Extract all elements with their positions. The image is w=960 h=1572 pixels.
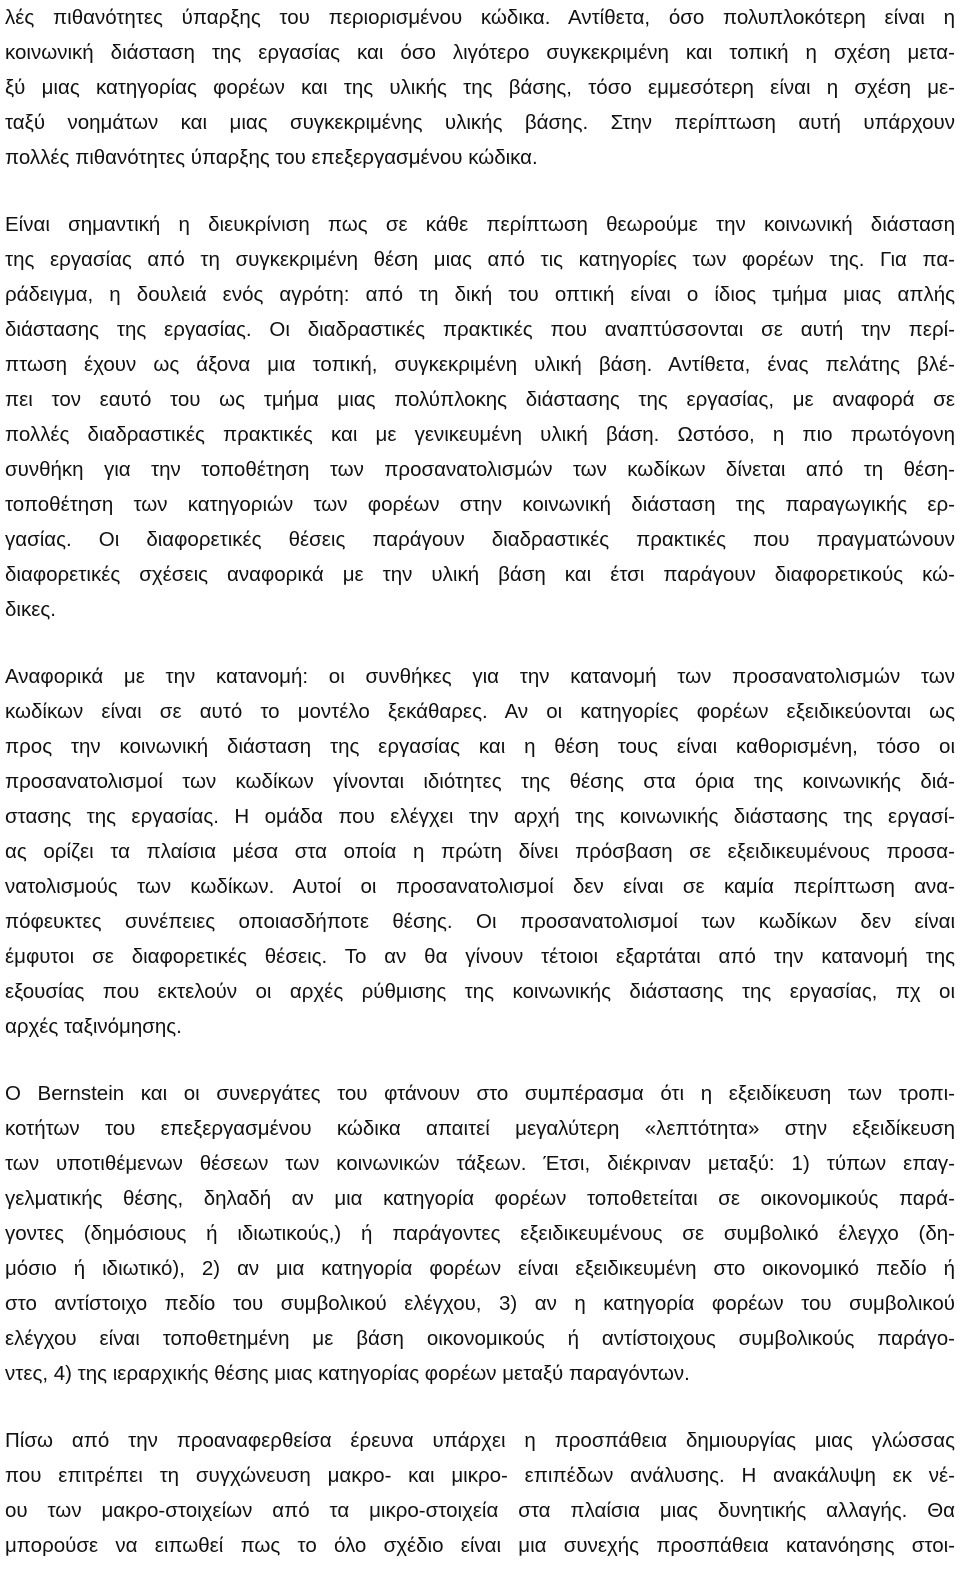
paragraph-3 — [5, 659, 955, 1044]
text-line: μπορούσε να ειπωθεί πως το όλο σχέδιο είναι μια συνεχής προσπάθεια κατανόησης στοι- — [5, 1534, 955, 1557]
text-line: διαφορετικές σχέσεις αναφορικά με την υλική βάση και έτσι παράγουν διαφορετικούς κώ- — [5, 563, 955, 586]
document-page — [5, 0, 955, 1563]
text-line: κοινωνική διάσταση της εργασίας και όσο λιγότερο συγκεκριμένη και τοπική η σχέση μετα- — [5, 41, 955, 64]
text-line: λές πιθανότητες ύπαρξης του περιορισμένου κώδικα. Αντίθετα, όσο πολυπλοκότερη είναι η — [5, 6, 955, 29]
text-line: μόσιο ή ιδιωτικό), 2) αν μια κατηγορία φορέων είναι εξειδικευμένη στο οικονομικό πεδίο ή — [5, 1257, 955, 1280]
text-line: ξύ μιας κατηγορίας φορέων και της υλικής της βάσης, τόσο εμμεσότερη είναι η σχέση με- — [5, 76, 955, 99]
text-line: γελματικής θέσης, δηλαδή αν μια κατηγορία φορέων τοποθετείται σε οικονομικούς παρά- — [5, 1187, 955, 1210]
text-line: πει τον εαυτό του ως τμήμα μιας πολύπλοκης διάστασης της εργασίας, με αναφορά σε — [5, 388, 955, 411]
text-line: τοποθέτηση των κατηγοριών των φορέων στην κοινωνική διάσταση της παραγωγικής ερ- — [5, 493, 955, 516]
text-line: στασης της εργασίας. Η ομάδα που ελέγχει την αρχή της κοινωνικής διάστασης της εργασί- — [5, 805, 955, 828]
text-line: Πίσω από την προαναφερθείσα έρευνα υπάρχει η προσπάθεια δημιουργίας μιας γλώσσας — [5, 1429, 955, 1452]
text-line: γοντες (δημόσιους ή ιδιωτικούς,) ή παράγοντες εξειδικευμένους σε συμβολικό έλεγχο (δη- — [5, 1222, 955, 1245]
text-line: των υποτιθέμενων θέσεων των κοινωνικών τάξεων. Έτσι, διέκριναν μεταξύ: 1) τύπων επαγ- — [5, 1152, 955, 1175]
text-line: προς την κοινωνική διάσταση της εργασίας και η θέση τους είναι καθορισμένη, τόσο οι — [5, 735, 955, 758]
text-line: ου των μακρο-στοιχείων από τα μικρο-στοιχεία στα πλαίσια μιας δυνητικής αλλαγής. Θα — [5, 1499, 955, 1522]
text-line: πτωση έχουν ως άξονα μια τοπική, συγκεκριμένη υλική βάση. Αντίθετα, ένας πελάτης βλέ- — [5, 353, 955, 376]
paragraph-2 — [5, 207, 955, 627]
text-line: στο αντίστοιχο πεδίο του συμβολικού ελέγχου, 3) αν η κατηγορία φορέων του συμβολικού — [5, 1292, 955, 1315]
text-line: κοτήτων του επεξεργασμένου κώδικα απαιτεί μεγαλύτερη «λεπτότητα» στην εξειδίκευση — [5, 1117, 955, 1140]
paragraph-5 — [5, 1423, 955, 1563]
text-line: διάστασης της εργασίας. Οι διαδραστικές πρακτικές που αναπτύσσονται σε αυτή την περί- — [5, 318, 955, 341]
text-line: προσανατολισμοί των κωδίκων γίνονται ιδιότητες της θέσης στα όρια της κοινωνικής διά- — [5, 770, 955, 793]
text-line: νατολισμούς των κωδίκων. Αυτοί οι προσανατολισμοί δεν είναι σε καμία περίπτωση ανα- — [5, 875, 955, 898]
text-line: Είναι σημαντική η διευκρίνιση πως σε κάθε περίπτωση θεωρούμε την κοινωνική διάσταση — [5, 213, 955, 236]
paragraph-4 — [5, 1076, 955, 1391]
text-line: πόφευκτες συνέπειες οποιασδήποτε θέσης. Οι προσανατολισμοί των κωδίκων δεν είναι — [5, 910, 955, 933]
text-line: της εργασίας από τη συγκεκριμένη θέση μιας από τις κατηγορίες των φορέων της. Για πα- — [5, 248, 955, 271]
text-line: δικες. — [5, 598, 56, 621]
text-line: εξουσίας που εκτελούν οι αρχές ρύθμισης της κοινωνικής διάστασης της εργασίας, πχ οι — [5, 980, 955, 1003]
text-line: Αναφορικά με την κατανομή: οι συνθήκες για την κατανομή των προσανατολισμών των — [5, 665, 955, 688]
text-line: έμφυτοι σε διαφορετικές θέσεις. Το αν θα γίνουν τέτοιοι εξαρτάται από την κατανομή της — [5, 945, 955, 968]
text-line: ας ορίζει τα πλαίσια μέσα στα οποία η πρώτη δίνει πρόσβαση σε εξειδικευμένους προσα- — [5, 840, 955, 863]
text-line: ταξύ νοημάτων και μιας συγκεκριμένης υλικής βάσης. Στην περίπτωση αυτή υπάρχουν — [5, 111, 955, 134]
text-line: συνθήκη για την τοποθέτηση των προσανατολισμών των κωδίκων δίνεται από τη θέση- — [5, 458, 955, 481]
text-line: γασίας. Οι διαφορετικές θέσεις παράγουν διαδραστικές πρακτικές που πραγματώνουν — [5, 528, 955, 551]
text-line: πολλές πιθανότητες ύπαρξης του επεξεργασμένου κώδικα. — [5, 146, 538, 169]
text-line: αρχές ταξινόμησης. — [5, 1015, 182, 1038]
paragraph-1 — [5, 0, 955, 175]
text-line: ντες, 4) της ιεραρχικής θέσης μιας κατηγορίας φορέων μεταξύ παραγόντων. — [5, 1362, 690, 1385]
text-line: που επιτρέπει τη συγχώνευση μακρο- και μικρο- επιπέδων ανάλυσης. Η ανακάλυψη εκ νέ- — [5, 1464, 955, 1487]
text-line: πολλές διαδραστικές πρακτικές και με γενικευμένη υλική βάση. Ωστόσο, η πιο πρωτόγονη — [5, 423, 955, 446]
text-line: Ο Bernstein και οι συνεργάτες του φτάνουν στο συμπέρασμα ότι η εξειδίκευση των τροπι- — [5, 1082, 955, 1105]
text-line: κωδίκων είναι σε αυτό το μοντέλο ξεκάθαρες. Αν οι κατηγορίες φορέων εξειδικεύονται ως — [5, 700, 955, 723]
text-line: ράδειγμα, η δουλειά ενός αγρότη: από τη δική του οπτική είναι ο ίδιος τμήμα μιας απλής — [5, 283, 955, 306]
text-line: ελέγχου είναι τοποθετημένη με βάση οικονομικούς ή αντίστοιχους συμβολικούς παράγο- — [5, 1327, 955, 1350]
